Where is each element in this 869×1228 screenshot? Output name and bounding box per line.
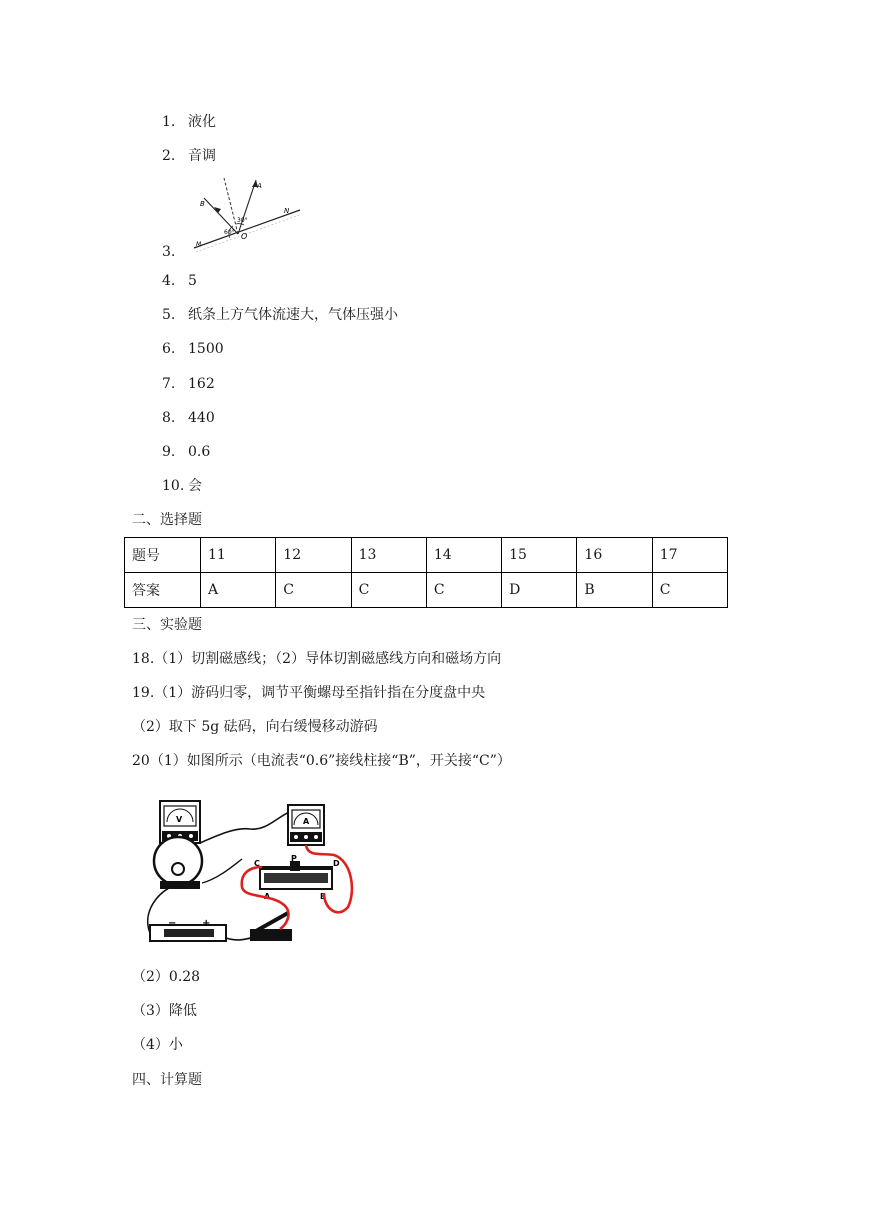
table-cell: 11 — [201, 538, 276, 573]
label-o: O — [241, 232, 248, 241]
ammeter — [288, 805, 324, 845]
answer-8: 8. 440 — [162, 410, 215, 426]
answer-1: 1. 液化 — [162, 114, 216, 130]
answer-6: 6. 1500 — [162, 341, 224, 357]
question-19-part-2: （2）取下 5g 砝码，向右缓慢移动游码 — [132, 719, 378, 735]
question-20-part-1: 20（1）如图所示（电流表“0.6”接线柱接“B”，开关接“C”） — [132, 753, 511, 769]
label-d: D — [333, 859, 340, 868]
table-cell: 题号 — [125, 538, 201, 573]
answer-3: 3. — [162, 244, 176, 260]
section-4-title: 四、计算题 — [132, 1072, 202, 1088]
table-cell: 17 — [652, 538, 727, 573]
table-cell: 14 — [426, 538, 501, 573]
label-a: A — [257, 182, 262, 190]
answer-5: 5. 纸条上方气体流速大，气体压强小 — [162, 307, 398, 323]
question-18-answer: 18.（1）切割磁感线；（2）导体切割磁感线方向和磁场方向 — [132, 651, 502, 667]
table-cell: 13 — [351, 538, 426, 573]
sliding-rheostat — [254, 854, 340, 901]
section-3-title: 三、实验题 — [132, 617, 202, 633]
answer-2: 2. 音调 — [162, 148, 216, 164]
section-2-title: 二、选择题 — [132, 512, 202, 528]
table-row-answers — [125, 573, 728, 608]
table-cell: C — [426, 573, 501, 608]
label-m: M — [196, 241, 202, 248]
table-cell: 16 — [577, 538, 652, 573]
table-cell: D — [502, 573, 577, 608]
circuit-diagram — [138, 795, 368, 950]
answer-9: 9. 0.6 — [162, 444, 211, 460]
label-a: A — [264, 892, 271, 901]
table-cell: C — [351, 573, 426, 608]
table-row-question-numbers — [125, 538, 728, 573]
table-cell: B — [577, 573, 652, 608]
table-cell: C — [652, 573, 727, 608]
question-19-part-1: 19.（1）游码归零，调节平衡螺母至指针指在分度盘中央 — [132, 685, 486, 701]
battery — [150, 918, 226, 941]
answer-table — [124, 537, 728, 608]
question-20-part-3: （3）降低 — [132, 1003, 197, 1019]
light-bulb — [154, 837, 202, 889]
reflection-diagram — [190, 172, 310, 252]
question-20-part-4: （4）小 — [132, 1037, 183, 1053]
label-b: B — [320, 892, 327, 901]
battery-minus-label: − — [168, 918, 177, 929]
table-cell: 答案 — [125, 573, 201, 608]
label-p: P — [291, 854, 297, 863]
answer-4: 4. 5 — [162, 273, 197, 289]
answer-10: 10. 会 — [162, 478, 202, 494]
label-c: C — [254, 859, 260, 868]
angle-60-label: 60° — [224, 229, 235, 236]
question-20-part-2: （2）0.28 — [132, 969, 201, 985]
table-cell: A — [201, 573, 276, 608]
angle-30-label: 30° — [237, 217, 248, 224]
table-cell: C — [276, 573, 351, 608]
switch — [250, 913, 292, 941]
answer-7: 7. 162 — [162, 376, 215, 392]
table-cell: 15 — [502, 538, 577, 573]
label-b: B — [200, 200, 205, 208]
battery-plus-label: + — [202, 918, 211, 929]
label-n: N — [284, 207, 290, 215]
table-cell: 12 — [276, 538, 351, 573]
voltmeter-label: V — [176, 815, 183, 824]
ammeter-label: A — [303, 817, 310, 826]
